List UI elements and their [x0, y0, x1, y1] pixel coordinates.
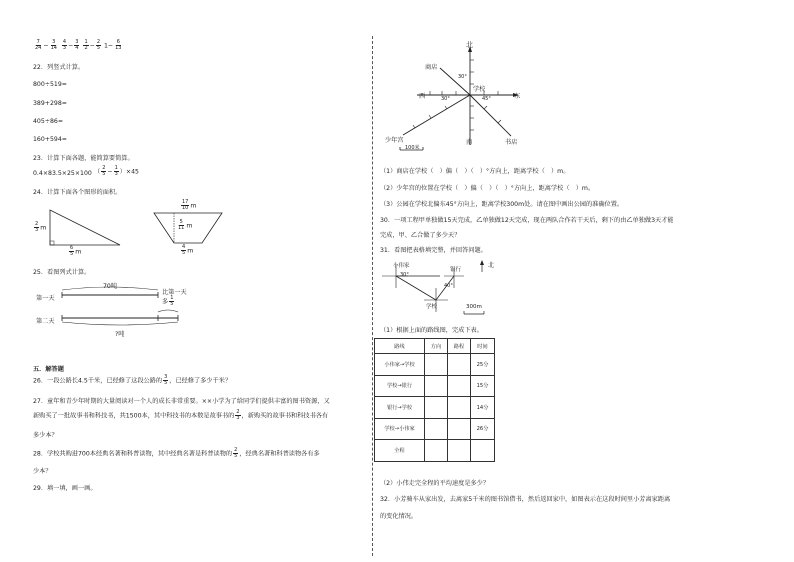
fraction: $\frac{17}{10}$	[182, 199, 189, 211]
q25-question-label: ?吨	[115, 331, 125, 338]
map-angle-youth: 30°	[441, 96, 450, 102]
q25-day1-label: 第一天	[36, 295, 55, 302]
store-direction-line	[440, 68, 470, 95]
q28-line2: 少本？	[33, 468, 52, 475]
route-school-label: 学校	[426, 304, 438, 310]
q26-text: 26．一段公路长4.5千米，已经修了这段公路的 $\frac{3}{5}$ ，已经修了多少千米？	[33, 374, 232, 386]
q25-title: 25．看图列式计算。	[33, 269, 91, 276]
q31-title: 31．看图把表格填完整，并回答问题。	[380, 247, 487, 254]
q25-total-label: 70吨	[103, 283, 118, 290]
q27-line2: 新购买了一批故事书和科技书，共1500本，其中科技书的本数是故事书的 $\frac{2}{3}$ ，新购买的故事书和科技书各有	[33, 409, 329, 421]
fraction: $\frac{3}{5}$	[164, 374, 168, 386]
fraction: $\frac{4}{5}$	[182, 244, 186, 256]
table-row	[375, 440, 495, 462]
table-row	[375, 397, 495, 419]
trapezoid-height-label: $\frac{5}{11}$ m	[178, 219, 193, 231]
fraction: $\frac{2}{3}$	[236, 409, 240, 421]
table-header-cell: 方向	[425, 339, 448, 354]
column-divider	[372, 36, 373, 556]
table-row	[375, 354, 495, 376]
map-angle-store: 30°	[458, 74, 467, 80]
route-angle-40: 40°	[444, 283, 453, 289]
table-cell	[448, 397, 471, 419]
fraction: $\frac{7}{24}$	[35, 39, 42, 51]
q31-1: （1）根据上面的路线图，完成下表。	[380, 327, 483, 334]
table-header-cell: 路线	[375, 339, 425, 354]
q22-item: 160+594=	[33, 136, 67, 143]
table-cell: 学校→小伟家	[375, 418, 425, 440]
route-bank-label: 银行	[450, 267, 462, 273]
fraction: $\frac{1}{5}$	[170, 295, 174, 307]
fraction: $\frac{1}{3}$	[114, 165, 118, 177]
q32-line2: 的变化情况。	[380, 513, 418, 520]
q23-title: 23．计算下面各题，能简算要简算。	[33, 155, 134, 162]
route-north-label: 北	[488, 262, 495, 269]
route-home-label: 小伟家	[393, 263, 410, 269]
fraction: $\frac{6}{5}$	[70, 245, 74, 257]
table-row	[375, 418, 495, 440]
q23-a: 0.4×83.5×25×100	[33, 170, 92, 177]
q31-2: （2）小伟走完全程的平均速度是多少？	[380, 480, 490, 487]
fraction: $\frac{2}{5}$	[234, 447, 238, 459]
fraction: $\frac{4}{3}$	[62, 39, 67, 51]
segment-diagram	[60, 282, 220, 332]
right-angle-mark	[50, 241, 54, 245]
q30-line2: 完成，甲、乙合做了多少天？	[380, 232, 461, 239]
q27-line3: 多少本？	[33, 432, 58, 439]
map-youth-palace-label: 少年宫	[385, 137, 404, 144]
table-cell	[425, 375, 448, 397]
table-cell	[425, 440, 448, 462]
table-cell	[448, 354, 471, 376]
fraction: $\frac{3}{14}$	[50, 39, 57, 51]
table-cell	[471, 440, 495, 462]
q25-compare-label: 比第一天	[162, 289, 187, 296]
route-angle-30: 30°	[400, 272, 409, 278]
q29-1: （1）商店在学校（ ）偏（ ）（ ）°方向上，距离学校（ ）m。	[380, 168, 570, 175]
table-header-row	[375, 339, 495, 354]
q29-3: （3）公园在学校北偏东45°方向上，距离学校300m处。请在图中画出公园的准确位置。	[380, 201, 624, 208]
table-header-cell: 路程	[448, 339, 471, 354]
table-cell: 14分	[471, 397, 495, 419]
fraction: $\frac{1}{2}$	[84, 39, 88, 51]
table-cell: 15分	[471, 375, 495, 397]
q24-title: 24．计算下面各个图形的面积。	[33, 189, 122, 196]
map-west-label: 西	[419, 93, 426, 100]
map-north-label: 北	[466, 41, 473, 49]
table-cell: 学校→银行	[375, 375, 425, 397]
table-cell: 全程	[375, 440, 425, 462]
table-cell: 小伟家→学校	[375, 354, 425, 376]
triangle-base-label: $\frac{6}{5}$ m	[70, 245, 82, 257]
table-row	[375, 375, 495, 397]
youth-palace-direction-line	[403, 95, 470, 135]
q22-title: 22．列竖式计算。	[33, 64, 85, 71]
trapezoid-base-label: $\frac{4}{5}$ m	[182, 244, 194, 256]
table-cell	[425, 397, 448, 419]
table-cell	[448, 375, 471, 397]
home-to-school-line	[396, 276, 436, 300]
map-east-label: 东	[514, 93, 521, 100]
route-scale-label: 300m	[466, 304, 482, 310]
q22-item: 800÷519=	[33, 81, 67, 88]
fraction: $\frac{2}{5}$	[96, 39, 100, 51]
table-cell: 25分	[471, 354, 495, 376]
triangle-height-label: $\frac{2}{3}$ m	[35, 221, 47, 233]
q28-line1: 28．学校共购进700本经典名著和科普读物，其中经典名著是科普读物的 $\frac{2}{5}$ ，经典名著和科普读物各有多	[33, 447, 320, 459]
map-store-label: 商店	[425, 64, 438, 71]
fraction: $\frac{5}{11}$	[178, 219, 185, 231]
route-table	[374, 338, 495, 462]
table-cell	[425, 418, 448, 440]
fraction: $\frac{2}{3}$	[35, 221, 39, 233]
map-angle-bookstore: 45°	[482, 96, 491, 102]
section-5-title: 五．解答题	[33, 366, 64, 373]
q30-line1: 30．一项工程甲单独做15天完成，乙单独做12天完成，现在两队合作若干天后，剩下的由乙单独做3天才能	[380, 217, 674, 224]
triangle-shape	[50, 210, 120, 245]
q29-text: 29．填一填，画一画。	[33, 485, 97, 492]
q22-item: 389+298=	[33, 100, 67, 107]
map-bookstore-label: 书店	[505, 139, 518, 146]
map-scale-label: 100米	[405, 145, 420, 151]
table-cell	[425, 354, 448, 376]
brace-bottom	[62, 322, 178, 325]
q23-b: （ $\frac{2}{5}$ − $\frac{1}{3}$ ）×45	[94, 165, 139, 177]
q27-line1: 27．童年和青少年时期的大量阅读对一个人的成长非常重要。××小学为了给同学们提供丰富的图书资源，又	[33, 398, 330, 405]
trapezoid-top-label: $\frac{17}{10}$ m	[182, 199, 197, 211]
table-cell: 银行→学校	[375, 397, 425, 419]
table-cell	[448, 418, 471, 440]
q29-2: （2）少年宫的位置在学校（ ）偏（ ）（ ）°方向上，距离学校（ ）m。	[380, 185, 595, 192]
map-school-label: 学校	[473, 86, 486, 93]
q22-item: 405÷86=	[33, 118, 64, 125]
q21-expression: $\frac{7}{24}$ − $\frac{3}{14}$ $\frac{4}{3}$ − $\frac{3}{4}$ $\frac{1}{2}$ − $\frac{2}{5}$ 1− $\frac{6}{13}$	[35, 39, 122, 51]
map-south-label: 南	[466, 139, 473, 146]
table-cell: 26分	[471, 418, 495, 440]
fraction: $\frac{2}{5}$	[102, 165, 106, 177]
q25-day2-label: 第二天	[36, 318, 55, 325]
fraction: $\frac{6}{13}$	[115, 39, 122, 51]
q32-line1: 32．小芳骑车从家出发，去离家5千米的图书馆借书，然后返回家中，如图表示在这段时间里小芳离家距离	[380, 496, 671, 503]
table-header-cell: 时间	[471, 339, 495, 354]
q25-more-label: 多 $\frac{1}{5}$	[162, 295, 174, 307]
table-cell	[448, 440, 471, 462]
fraction: $\frac{3}{4}$	[75, 39, 79, 51]
